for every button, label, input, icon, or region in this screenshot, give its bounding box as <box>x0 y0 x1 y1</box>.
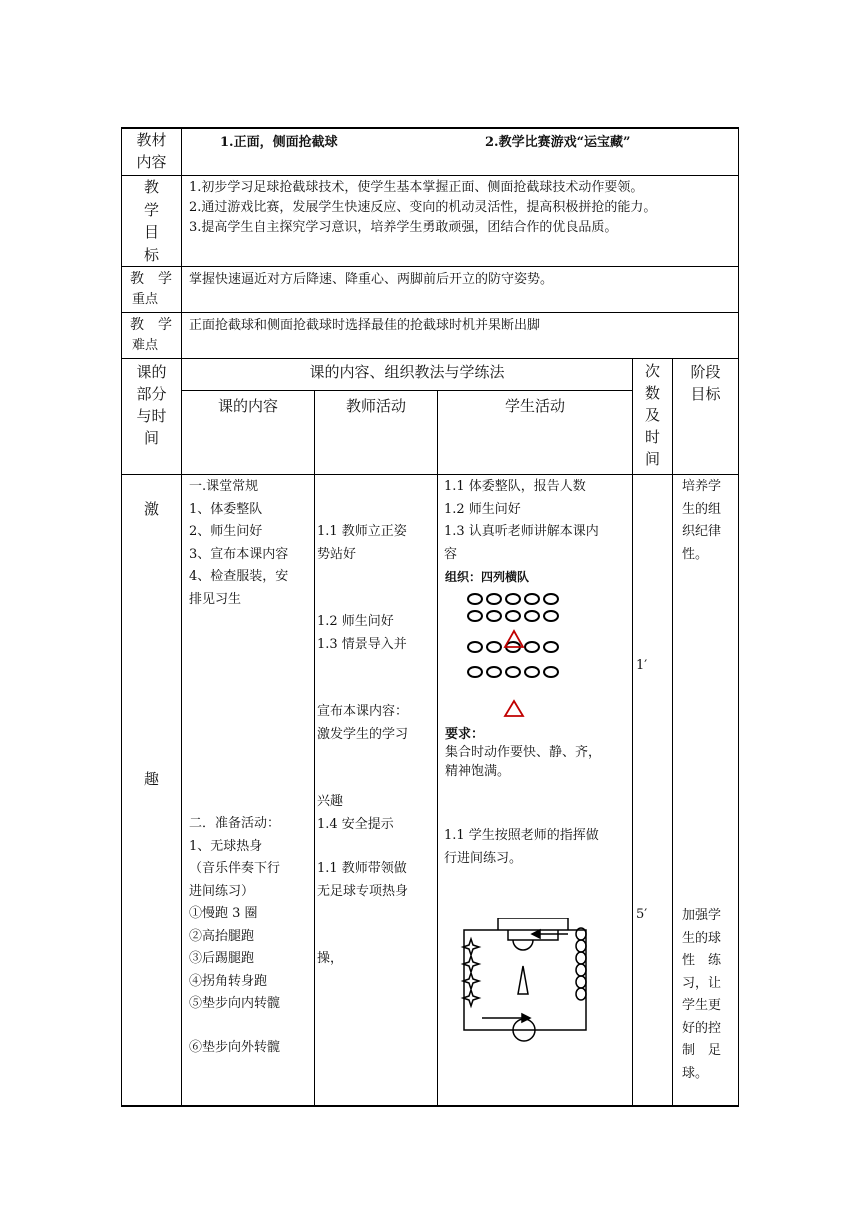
material-item-2: 2.教学比赛游戏“运宝藏” <box>485 135 631 150</box>
part2-time: 5′ <box>636 907 648 922</box>
group-header: 课的内容、组织教法与学练法 <box>309 363 505 381</box>
key-points-text: 掌握快速逼近对方后降速、降重心、两脚前后开立的防守姿势。 <box>189 272 554 287</box>
part1-student: 1.1 体委整队，报告人数 1.2 师生问好 1.3 认真听老师讲解本课内 容 <box>444 479 599 562</box>
key-points-label-bottom: 重点 <box>132 292 159 307</box>
warmup-field-diagram <box>458 918 593 1046</box>
cone-marker <box>518 966 528 994</box>
part2-content-last: ⑥垫步向外转髋 <box>189 1040 281 1055</box>
objective-line-3: 3.提高学生自主探究学习意识，培养学生勇敢顽强，团结合作的优良品质。 <box>189 220 618 235</box>
row-4 <box>468 667 558 677</box>
penalty-arc <box>513 940 533 950</box>
objective-line-1: 1.初步学习足球抢截球技术，使学生基本掌握正面、侧面抢截球技术动作要领。 <box>189 180 644 195</box>
difficulties-label-top: 教 学 <box>130 317 172 333</box>
part1-content: 一.课堂常规 1、体委整队 2、师生问好 3、宣布本课内容 4、检查服装，安 排见习生 <box>189 479 289 607</box>
teacher-header: 教师活动 <box>345 397 406 415</box>
goal-area <box>498 918 568 930</box>
part1-teacher: 1.1 教师立正姿 势站好 1.2 师生问好 1.3 情景导入并 宣布本课内容： 激发学生的学习 兴趣 1.4 安全提示 <box>317 524 409 832</box>
material-item-1: 1.正面，侧面抢截球 <box>220 135 338 150</box>
key-points-label-top: 教 学 <box>130 271 172 287</box>
objective-line-2: 2.通过游戏比赛，发展学生快速反应、变向的机动灵活性，提高积极拼抢的能力。 <box>189 200 657 215</box>
part1-time: 1′ <box>636 658 648 673</box>
row-2 <box>468 611 558 621</box>
student-header: 学生活动 <box>504 397 565 415</box>
count-time-header: 次 数 及 时 间 <box>644 362 660 468</box>
section-char-1: 激 <box>144 500 160 518</box>
objectives-label: 教 学 目 标 <box>143 178 159 264</box>
section-char-2: 趣 <box>144 770 160 788</box>
part1-goal: 培养学 生的组 织纪律 性。 <box>682 479 722 562</box>
part2-student: 1.1 学生按照老师的指挥做 行进间练习。 <box>444 828 599 866</box>
content-header: 课的内容 <box>217 397 278 415</box>
part2-goal: 加强学 生的球 性 练 习，让 学生更 好的控 制 足 球。 <box>682 908 722 1081</box>
difficulties-label-bottom: 难点 <box>132 338 159 353</box>
difficulties-text: 正面抢截球和侧面抢截球时选择最佳的抢截球时机并果断出脚 <box>189 318 541 333</box>
part2-teacher: 1.1 教师带领做 无足球专项热身 操， <box>317 861 409 966</box>
goal-header: 阶段 目标 <box>690 363 721 403</box>
star-column-left <box>463 939 479 1006</box>
row-1 <box>468 594 558 604</box>
requirement-text: 集合时动作要快、静、齐， 精神饱满。 <box>445 745 602 779</box>
part2-content: 二．准备活动： 1、无球热身 （音乐伴奏下行 进间练习） ①慢跑 3 圈 ②高抬腿跑 ③后踢腿跑 ④拐角转身跑 ⑤垫步向内转髋 <box>189 816 281 1011</box>
org-label: 组织：四列横队 <box>445 570 530 584</box>
requirement-label: 要求： <box>445 727 485 742</box>
player-column-right <box>576 928 586 1000</box>
teacher-triangle <box>505 701 523 716</box>
section-time-header: 课的 部分 与时 间 <box>136 363 167 447</box>
formation-diagram <box>440 585 630 720</box>
material-label: 教材 内容 <box>136 131 167 171</box>
